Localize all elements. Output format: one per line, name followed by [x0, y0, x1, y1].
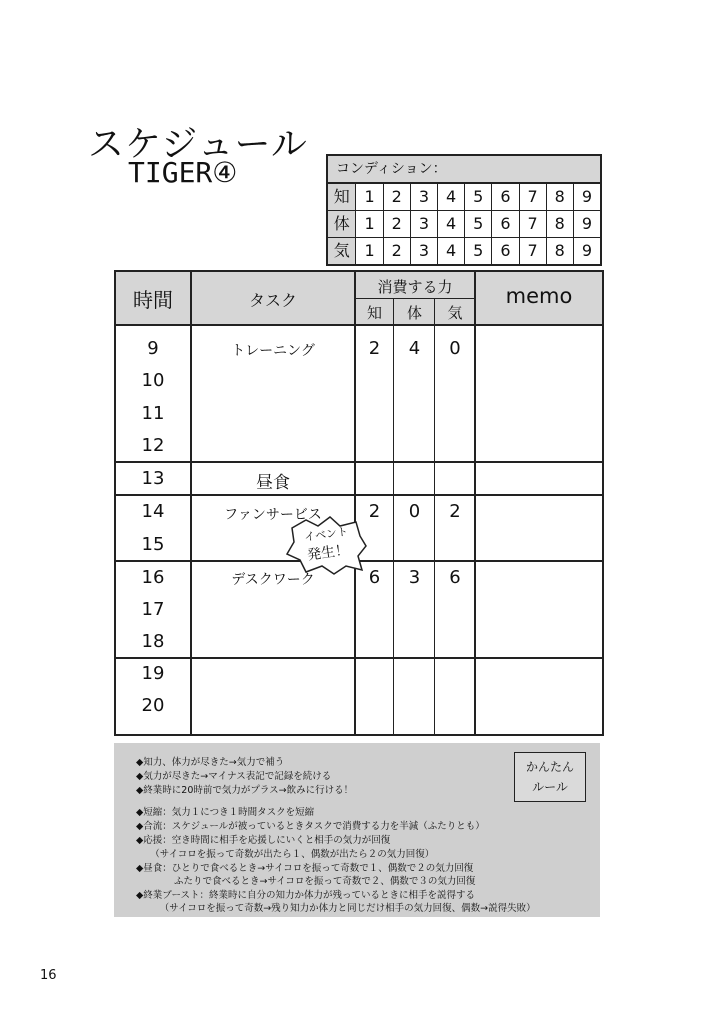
rule-line: ◆気力が尽きた→マイナス表記で記録を続ける — [136, 771, 332, 782]
condition-value: 8 — [547, 238, 574, 264]
condition-value: 3 — [411, 184, 438, 210]
hour-label: 15 — [141, 534, 165, 555]
rule-line: ◆応援：空き時間に相手を応援しにいくと相手の気力が回復 — [136, 835, 391, 846]
condition-value: 6 — [492, 184, 519, 210]
condition-value: 1 — [356, 238, 383, 264]
task-tai: 3 — [408, 567, 421, 588]
hour-label: 12 — [141, 435, 165, 456]
hour-label: 16 — [141, 567, 165, 588]
condition-value: 2 — [384, 211, 411, 237]
row-divider — [116, 494, 602, 496]
task-name: トレーニング — [231, 343, 315, 359]
condition-value: 6 — [492, 238, 519, 264]
header-consume: 消費する力 — [377, 278, 453, 296]
condition-label: 知 — [328, 184, 356, 210]
condition-value: 9 — [581, 214, 593, 233]
hour-label: 18 — [141, 631, 165, 652]
condition-value: 9 — [581, 241, 593, 260]
rule-line: ふたりで食べるとき→サイコロを振って奇数で２、偶数で３の気力回復 — [136, 876, 476, 887]
title-line1: スケジュール — [88, 124, 308, 165]
condition-value: 5 — [465, 238, 492, 264]
page-number: 16 — [40, 968, 57, 983]
header-chi: 知 — [366, 304, 382, 322]
condition-value: 5 — [465, 184, 492, 210]
task-ki: 2 — [449, 501, 461, 522]
condition-value: 4 — [438, 211, 465, 237]
condition-value: 2 — [384, 184, 411, 210]
condition-value: 4 — [438, 184, 465, 210]
task-name: 昼食 — [256, 473, 290, 493]
hour-label: 11 — [141, 403, 165, 424]
event-bubble-line2: 発生！ — [306, 542, 351, 564]
event-bubble-line1: イベント — [303, 524, 349, 544]
task-ki: 0 — [449, 338, 461, 359]
task-name: デスクワーク — [231, 572, 315, 588]
task-tai: 0 — [408, 501, 421, 522]
rule-line: ◆終業ブースト：終業時に自分の知力か体力が残っているときに相手を説得する — [136, 890, 476, 901]
schedule-table — [114, 270, 604, 736]
condition-row-chi — [328, 184, 600, 211]
condition-label: 気 — [328, 238, 356, 264]
condition-value: 5 — [465, 211, 492, 237]
task-ki: 6 — [449, 567, 461, 588]
condition-value: 9 — [581, 187, 593, 206]
hour-label: 20 — [141, 695, 165, 716]
condition-value: 2 — [384, 238, 411, 264]
row-divider — [116, 657, 602, 659]
rule-line: ◆知力、体力が尽きた→気力で補う — [136, 757, 285, 768]
rules-title-line1: かんたん — [525, 760, 574, 774]
condition-value: 7 — [520, 184, 547, 210]
header-divider — [354, 298, 474, 299]
rule-line: ◆合流：スケジュールが被っているときタスクで消費する力を半減（ふたりとも） — [136, 821, 485, 832]
task-name: ファンサービス — [224, 507, 322, 523]
header-task: タスク — [248, 291, 297, 310]
condition-value: 1 — [356, 211, 383, 237]
hour-label: 17 — [141, 599, 165, 620]
task-tai: 4 — [408, 338, 421, 359]
condition-table — [326, 154, 602, 266]
hour-label: 9 — [147, 338, 159, 359]
condition-row-ki — [328, 238, 600, 264]
rules-title-box — [514, 752, 586, 802]
condition-header: コンディション： — [328, 156, 600, 184]
condition-label: 体 — [328, 211, 356, 237]
rule-line: ◆終業時に20時前で気力がプラス→飲みに行ける！ — [136, 785, 354, 796]
header-memo: memo — [505, 284, 573, 308]
hour-label: 14 — [141, 501, 165, 522]
rule-line: （サイコロを振って奇数→残り知力か体力と同じだけ相手の気力回復、偶数→説得失敗） — [136, 903, 536, 914]
rule-line: （サイコロを振って奇数が出たら１、偶数が出たら２の気力回復） — [136, 849, 435, 860]
task-chi: 2 — [368, 338, 381, 359]
condition-value: 8 — [547, 184, 574, 210]
condition-row-tai — [328, 211, 600, 238]
col-divider — [434, 298, 435, 734]
col-divider — [393, 298, 394, 734]
condition-value: 3 — [411, 211, 438, 237]
rules-title-line2: ルール — [532, 780, 568, 794]
hour-label: 10 — [141, 370, 165, 391]
task-chi: 2 — [368, 501, 381, 522]
condition-value: 4 — [438, 238, 465, 264]
condition-value: 6 — [492, 211, 519, 237]
rule-line: ◆昼食：ひとりで食べるとき→サイコロを振って奇数で１、偶数で２の気力回復 — [136, 863, 474, 874]
row-divider — [116, 461, 602, 463]
header-tai: 体 — [406, 304, 422, 322]
rule-line: ◆短縮：気力１につき１時間タスクを短縮 — [136, 807, 315, 818]
task-chi: 6 — [368, 567, 381, 588]
condition-value: 1 — [356, 184, 383, 210]
condition-value: 3 — [411, 238, 438, 264]
hour-label: 19 — [141, 663, 165, 684]
title-line2: TIGER④ — [128, 156, 238, 189]
col-divider — [474, 272, 476, 734]
header-ki: 気 — [447, 304, 463, 322]
condition-value: 7 — [520, 238, 547, 264]
condition-value: 8 — [547, 211, 574, 237]
condition-value: 7 — [520, 211, 547, 237]
header-time: 時間 — [133, 288, 173, 312]
hour-label: 13 — [141, 468, 165, 489]
